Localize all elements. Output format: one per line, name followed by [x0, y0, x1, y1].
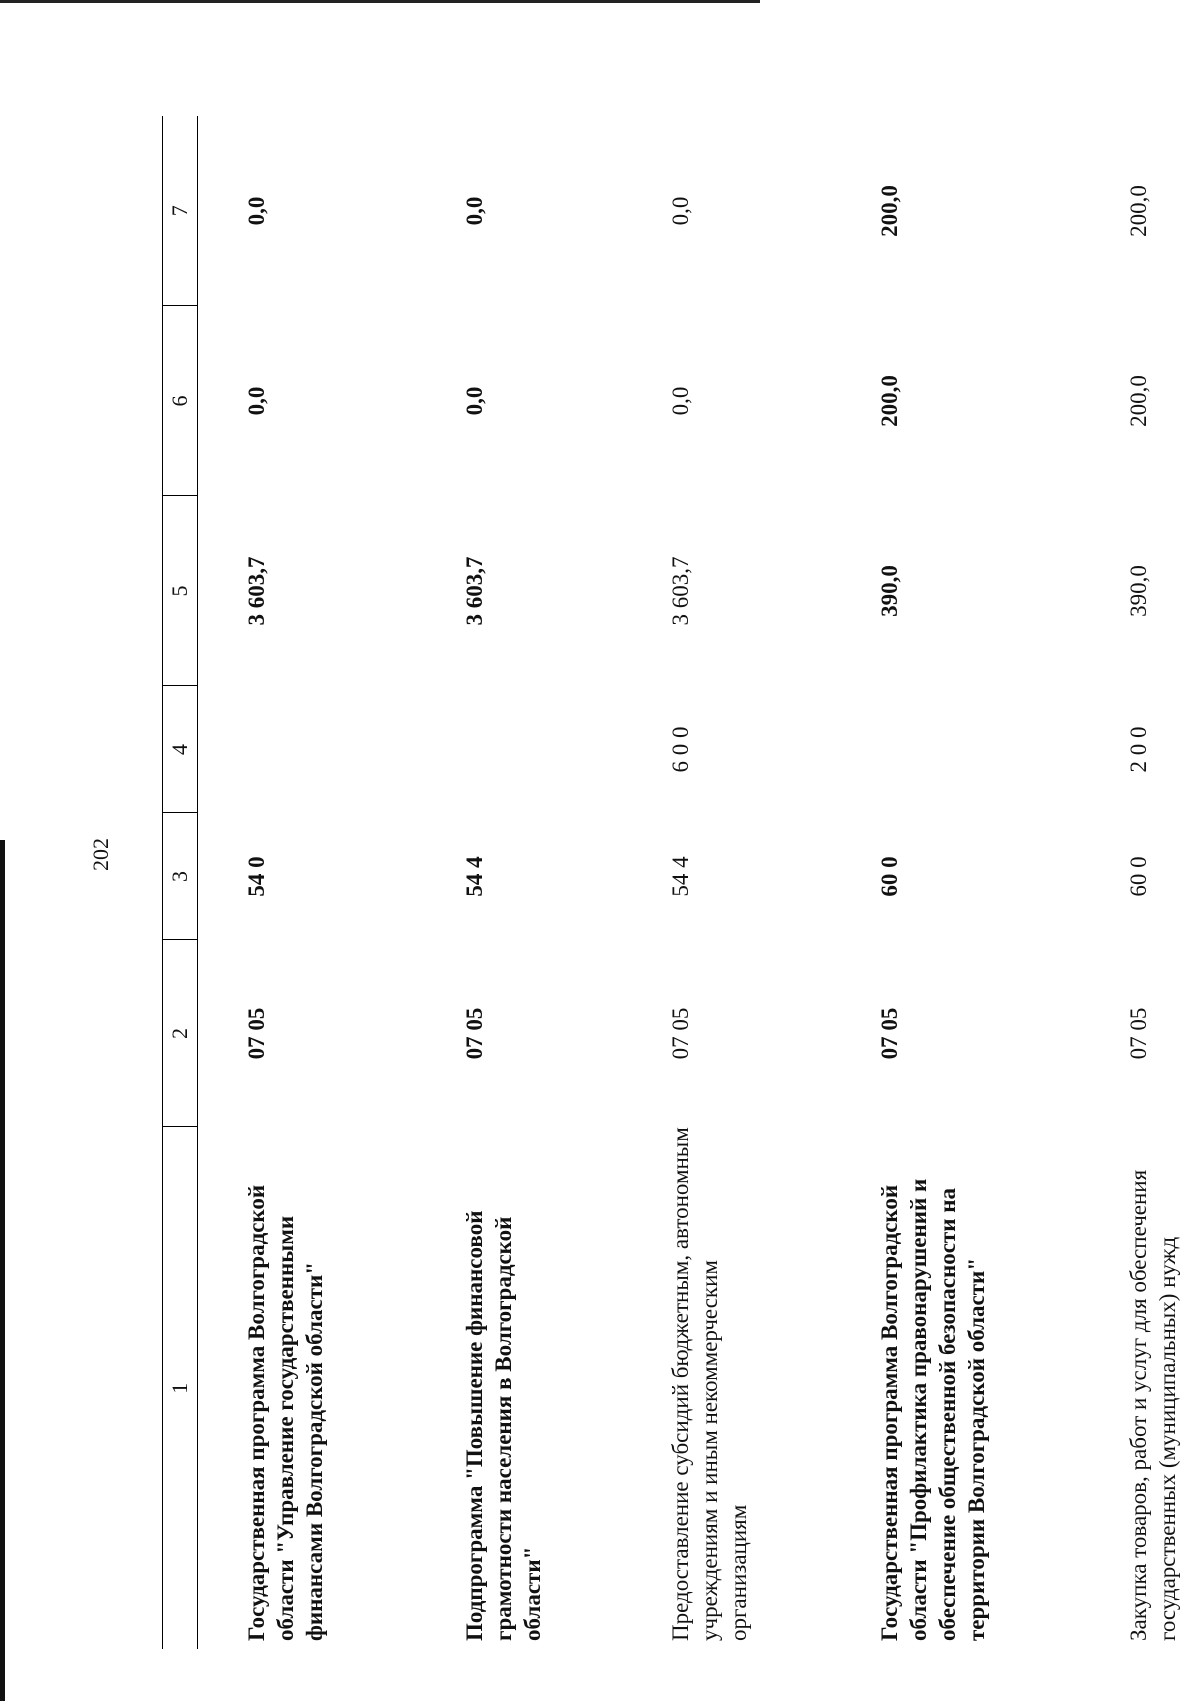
program-code: 54 4: [668, 856, 693, 897]
amount-col-7: 200,0: [877, 185, 902, 237]
amount-col-5: 390,0: [877, 565, 902, 617]
column-header: 5: [163, 496, 198, 686]
expense-type-code: [198, 686, 417, 813]
amount-col-7: 200,0: [1126, 185, 1151, 237]
row-name: Подпрограмма "Повышение финансовой грамотности населения в Волгоградской области": [462, 1210, 545, 1641]
amount-col-7: 0,0: [244, 196, 269, 226]
program-code: 54 4: [462, 856, 487, 897]
expense-type-code: [831, 686, 1080, 813]
column-header: 6: [163, 306, 198, 496]
table-row: [1080, 116, 1200, 1649]
table-row: [198, 116, 417, 1649]
amount-col-5: 3 603,7: [462, 556, 487, 626]
table-row: [831, 116, 1080, 1649]
amount-col-7: 0,0: [668, 196, 693, 226]
program-code: 54 0: [244, 856, 269, 897]
header-row: [163, 116, 198, 1649]
expense-type-code: 2 0 0: [1126, 726, 1151, 773]
page-number: 202: [88, 838, 113, 871]
amount-col-6: 0,0: [668, 386, 693, 416]
section-code: 07 05: [1126, 1007, 1151, 1060]
program-code: 60 0: [1126, 856, 1151, 897]
amount-col-5: 3 603,7: [668, 556, 693, 626]
amount-col-6: 200,0: [1126, 375, 1151, 427]
amount-col-6: 200,0: [877, 375, 902, 427]
row-name: Государственная программа Волгоградской области "Управление государственными финансами Волгоградской области": [244, 1184, 327, 1641]
budget-table: [162, 116, 1200, 1649]
column-header: 3: [163, 813, 198, 940]
row-name: Закупка товаров, работ и услуг для обеспечения государственных (муниципальных) нужд: [1126, 1169, 1180, 1641]
section-code: 07 05: [462, 1007, 487, 1060]
amount-col-6: 0,0: [244, 386, 269, 416]
section-code: 07 05: [244, 1007, 269, 1060]
amount-col-6: 0,0: [462, 386, 487, 416]
table-row: [622, 116, 831, 1649]
row-name: Государственная программа Волгоградской области "Профилактика правонарушений и обеспечение общественной безопасности на территории Волгоградской области": [877, 1178, 989, 1641]
amount-col-5: 3 603,7: [244, 556, 269, 626]
program-code: 60 0: [877, 856, 902, 897]
expense-type-code: 6 0 0: [668, 726, 693, 773]
section-code: 07 05: [668, 1007, 693, 1060]
column-header: 1: [163, 1127, 198, 1649]
table-row: [416, 116, 622, 1649]
section-code: 07 05: [877, 1007, 902, 1060]
column-header: 7: [163, 116, 198, 306]
column-header: 2: [163, 940, 198, 1127]
amount-col-7: 0,0: [462, 196, 487, 226]
row-name: Предоставление субсидий бюджетным, автономным учреждениям и иным некоммерческим организациям: [668, 1127, 751, 1641]
column-header: 4: [163, 686, 198, 813]
amount-col-5: 390,0: [1126, 565, 1151, 617]
expense-type-code: [416, 686, 622, 813]
